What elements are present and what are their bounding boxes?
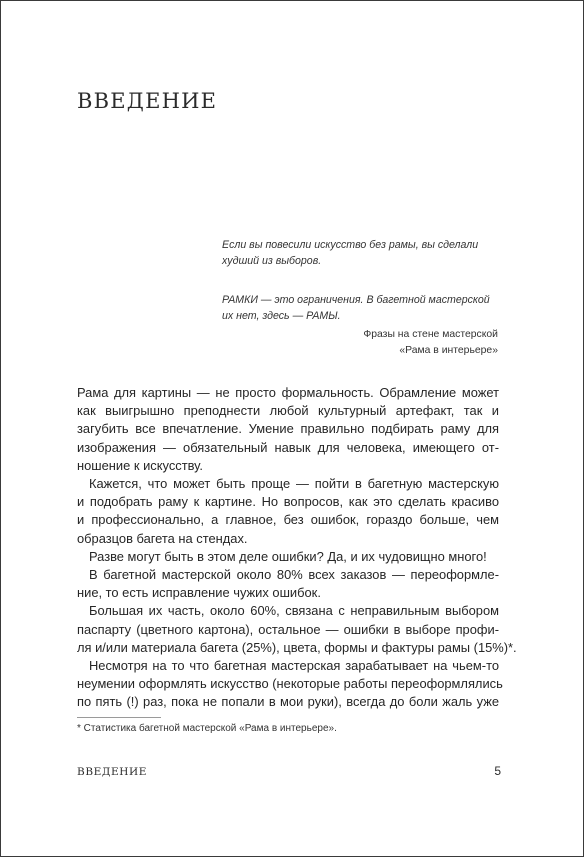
epigraph-quote-2-line-2: их нет, здесь — РАМЫ. [222,310,341,322]
body-line: по пять (!) раз, пока не попали в мои руки), всегда до боли жаль уже [77,694,499,710]
body-line: Большая их часть, около 60%, связана с неправильным выбором [89,603,499,619]
body-line: Несмотря на то что багетная мастерская зарабатывает на чьем-то [89,658,499,674]
body-line: ние, то есть исправление чужих ошибок. [77,585,321,601]
page-number: 5 [494,764,501,778]
body-line: ношение к искусству. [77,457,203,473]
body-line: и профессионально, а главное, без ошибок, гораздо больше, чем [77,512,499,528]
body-line: изображения — обязательный навык для человека, имеющего от- [77,439,499,455]
attribution-line-2: «Рама в интерьере» [399,345,498,356]
epigraph-quote-2-line-1: РАМКИ — это ограничения. В багетной мастерской [222,294,490,306]
attribution-line-1: Фразы на стене мастерской [363,329,498,340]
body-line: Кажется, что может быть проще — пойти в багетную мастерскую [89,476,499,492]
footnote: * Статистика багетной мастерской «Рама в интерьере». [77,723,337,734]
body-line: как выигрышно преподнести любой культурный артефакт, так и [77,403,499,419]
body-line: и подобрать раму к картине. Но вопросов, как это сделать красиво [77,494,499,510]
epigraph-quote-1-line-2: худший из выборов. [222,255,322,267]
body-line: образцов багета на стендах. [77,530,248,546]
epigraph-attribution [222,327,498,359]
body-line: В багетной мастерской около 80% всех заказов — переоформле- [89,567,499,583]
body-line: ля и/или материала багета (25%), цвета, формы и фактуры рамы (15%)*. [77,639,517,655]
body-line: неумении оформлять искусство (некоторые работы переоформлялись [77,676,503,692]
footnote-divider [77,717,161,718]
body-text [77,384,517,712]
running-head: ВВЕДЕНИЕ [77,766,148,778]
epigraph-quote-1 [222,237,502,269]
chapter-title: ВВЕДЕНИЕ [77,89,218,113]
epigraph-quote-1-line-1: Если вы повесили искусство без рамы, вы сделали [222,239,479,251]
body-line: загубить все впечатление. Умение правильно подбирать раму для [77,421,499,437]
body-line: Рама для картины — не просто формальность. Обрамление может [77,385,499,400]
body-line: Разве могут быть в этом деле ошибки? Да, и их чудовищно много! [89,548,487,564]
epigraph-quote-2 [222,292,502,324]
body-line: паспарту (цветного картона), остальное — ошибки в выборе профи- [77,621,499,637]
